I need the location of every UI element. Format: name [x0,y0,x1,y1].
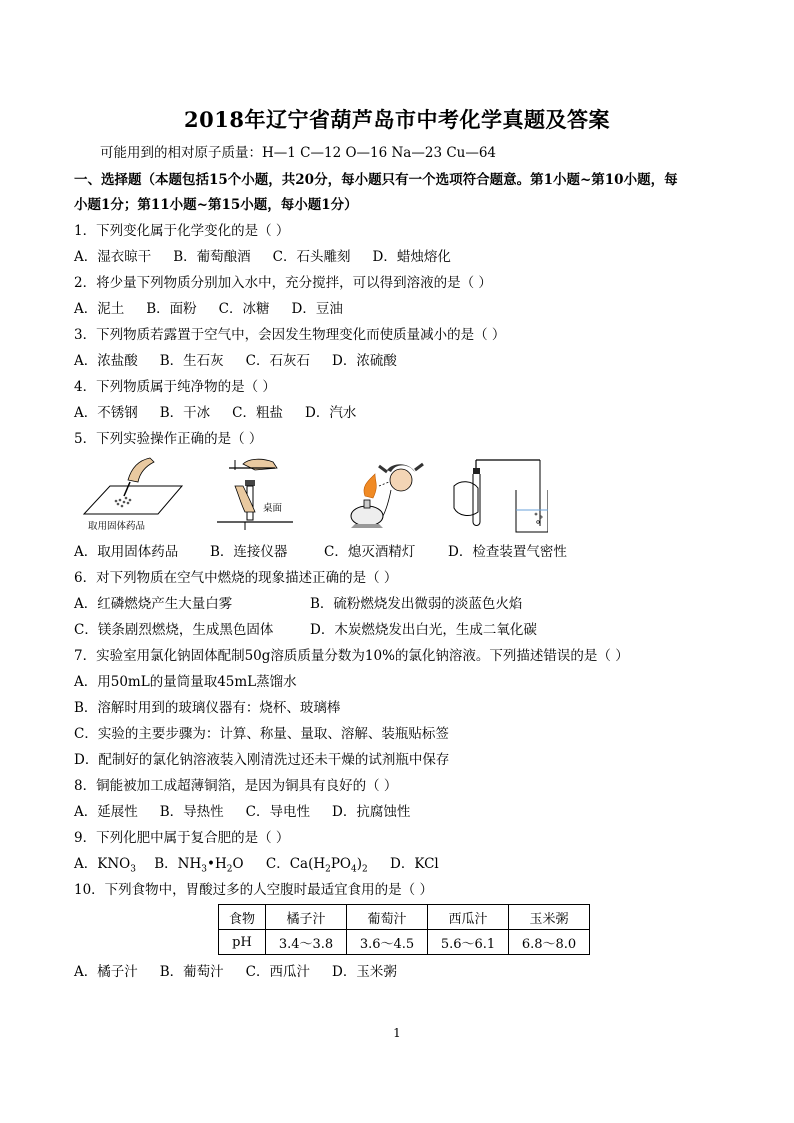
question-stem: 1．下列变化属于化学变化的是（ ） [74,223,290,239]
option-kcl: D．KCl [390,856,439,872]
option: B．硫粉燃烧发出微弱的淡蓝色火焰 [310,596,523,612]
option: B．连接仪器 [210,544,288,560]
option: C．冰糖 [218,301,270,317]
experiment-figures [80,456,600,538]
option-cah2po4: C．$Ca(H_2PO_4)_2$ [265,856,368,875]
option: D．豆油 [291,301,343,317]
table-cell: pH [219,930,266,955]
question-stem: 6．对下列物质在空气中燃烧的现象描述正确的是（ ） [74,570,398,586]
atomic-masses-note: 可能用到的相对原子质量：H—1 C—12 O—16 Na—23 Cu—64 [100,145,497,161]
desk-label: 桌面 [263,503,283,514]
question-options [74,299,365,319]
question-stem: 2．将少量下列物质分别加入水中，充分搅拌，可以得到溶液的是（ ） [74,275,492,291]
figure-gas-tightness [448,456,548,536]
figure-connect-apparatus [215,456,295,536]
page-title: 2018年辽宁省葫芦岛市中考化学真题及答案 [184,107,610,132]
option-kno3: A．$KNO_3$ [74,856,136,875]
ph-table [218,904,590,955]
option: A．泥土 [74,301,125,317]
option: D．汽水 [305,405,357,421]
option: B．生石灰 [159,353,224,369]
figure-alcohol-lamp [335,456,425,536]
option: D．检查装置气密性 [448,544,567,560]
section-heading-line1: 一、选择题（本题包括15个小题，共20分，每小题只有一个选项符合题意。第1小题~第10小题，每 [74,172,678,188]
option: C．熄灭酒精灯 [324,544,416,560]
option: A．湿衣晾干 [74,249,152,265]
table-cell: 6.8～8.0 [509,930,590,955]
figure-solid-reagent [80,456,186,536]
table-cell: 西瓜汁 [428,905,509,930]
question-options [74,247,473,267]
option: C．石头雕刻 [272,249,351,265]
question-options [74,962,419,982]
option: B．溶解时用到的玻璃仪器有：烧杯、玻璃棒 [74,700,341,716]
option: B．导热性 [159,804,224,820]
option: C．西瓜汁 [245,964,311,980]
option: B．面粉 [146,301,197,317]
option: A．取用固体药品 [74,544,179,560]
option: D．配制好的氯化钠溶液装入刚清洗过还未干燥的试剂瓶中保存 [74,752,450,768]
table-cell: 橘子汁 [266,905,347,930]
option: D．木炭燃烧发出白光，生成二氧化碳 [310,622,537,638]
option: D．玉米粥 [332,964,397,980]
question-options [74,802,432,822]
table-cell: 3.4～3.8 [266,930,347,955]
page-number: 1 [393,1026,401,1040]
question-options [74,854,439,880]
option: D．蜡烛熔化 [372,249,451,265]
option: A．橘子汁 [74,964,138,980]
table-cell: 葡萄汁 [347,905,428,930]
option: D．抗腐蚀性 [332,804,411,820]
question-stem: 5．下列实验操作正确的是（ ） [74,431,263,447]
question-stem: 10．下列食物中，胃酸过多的人空腹时最适宜食用的是（ ） [74,882,433,898]
table-cell: 玉米粥 [509,905,590,930]
option: D．浓硫酸 [332,353,397,369]
table-row [219,905,590,930]
question-stem: 4．下列物质属于纯净物的是（ ） [74,379,276,395]
section-heading-line2: 小题1分；第11小题~第15小题，每小题1分） [74,197,358,213]
option: A．不锈钢 [74,405,138,421]
option: C．实验的主要步骤为：计算、称量、量取、溶解、装瓶贴标签 [74,726,449,742]
question-options [74,403,378,423]
option-nh3h2o: B．$NH_3•H_2O$ [154,856,244,875]
question-stem: 7．实验室用氯化钠固体配制50g溶质质量分数为10%的氯化钠溶液。下列描述错误的是（ ） [74,648,629,664]
option: C．镁条剧烈燃烧，生成黑色固体 [74,622,274,638]
table-cell: 食物 [219,905,266,930]
option: C．粗盐 [232,405,284,421]
table-cell: 3.6～4.5 [347,930,428,955]
option: B．干冰 [159,405,211,421]
option: A．延展性 [74,804,138,820]
table-cell: 5.6～6.1 [428,930,509,955]
option: A．红磷燃烧产生大量白雾 [74,596,233,612]
question-options [74,351,419,371]
option: C．导电性 [245,804,311,820]
option: A．用50mL的量筒量取45mL蒸馏水 [74,674,297,690]
option: C．石灰石 [245,353,311,369]
figure-caption: 取用固体药品 [88,521,146,532]
option: B．葡萄汁 [159,964,224,980]
table-row [219,930,590,955]
question-stem: 9．下列化肥中属于复合肥的是（ ） [74,830,290,846]
question-stem: 8．铜能被加工成超薄铜箔，是因为铜具有良好的（ ） [74,778,398,794]
option: B．葡萄酿酒 [173,249,251,265]
question-stem: 3．下列物质若露置于空气中，会因发生物理变化而使质量减小的是（ ） [74,327,506,343]
option: A．浓盐酸 [74,353,138,369]
